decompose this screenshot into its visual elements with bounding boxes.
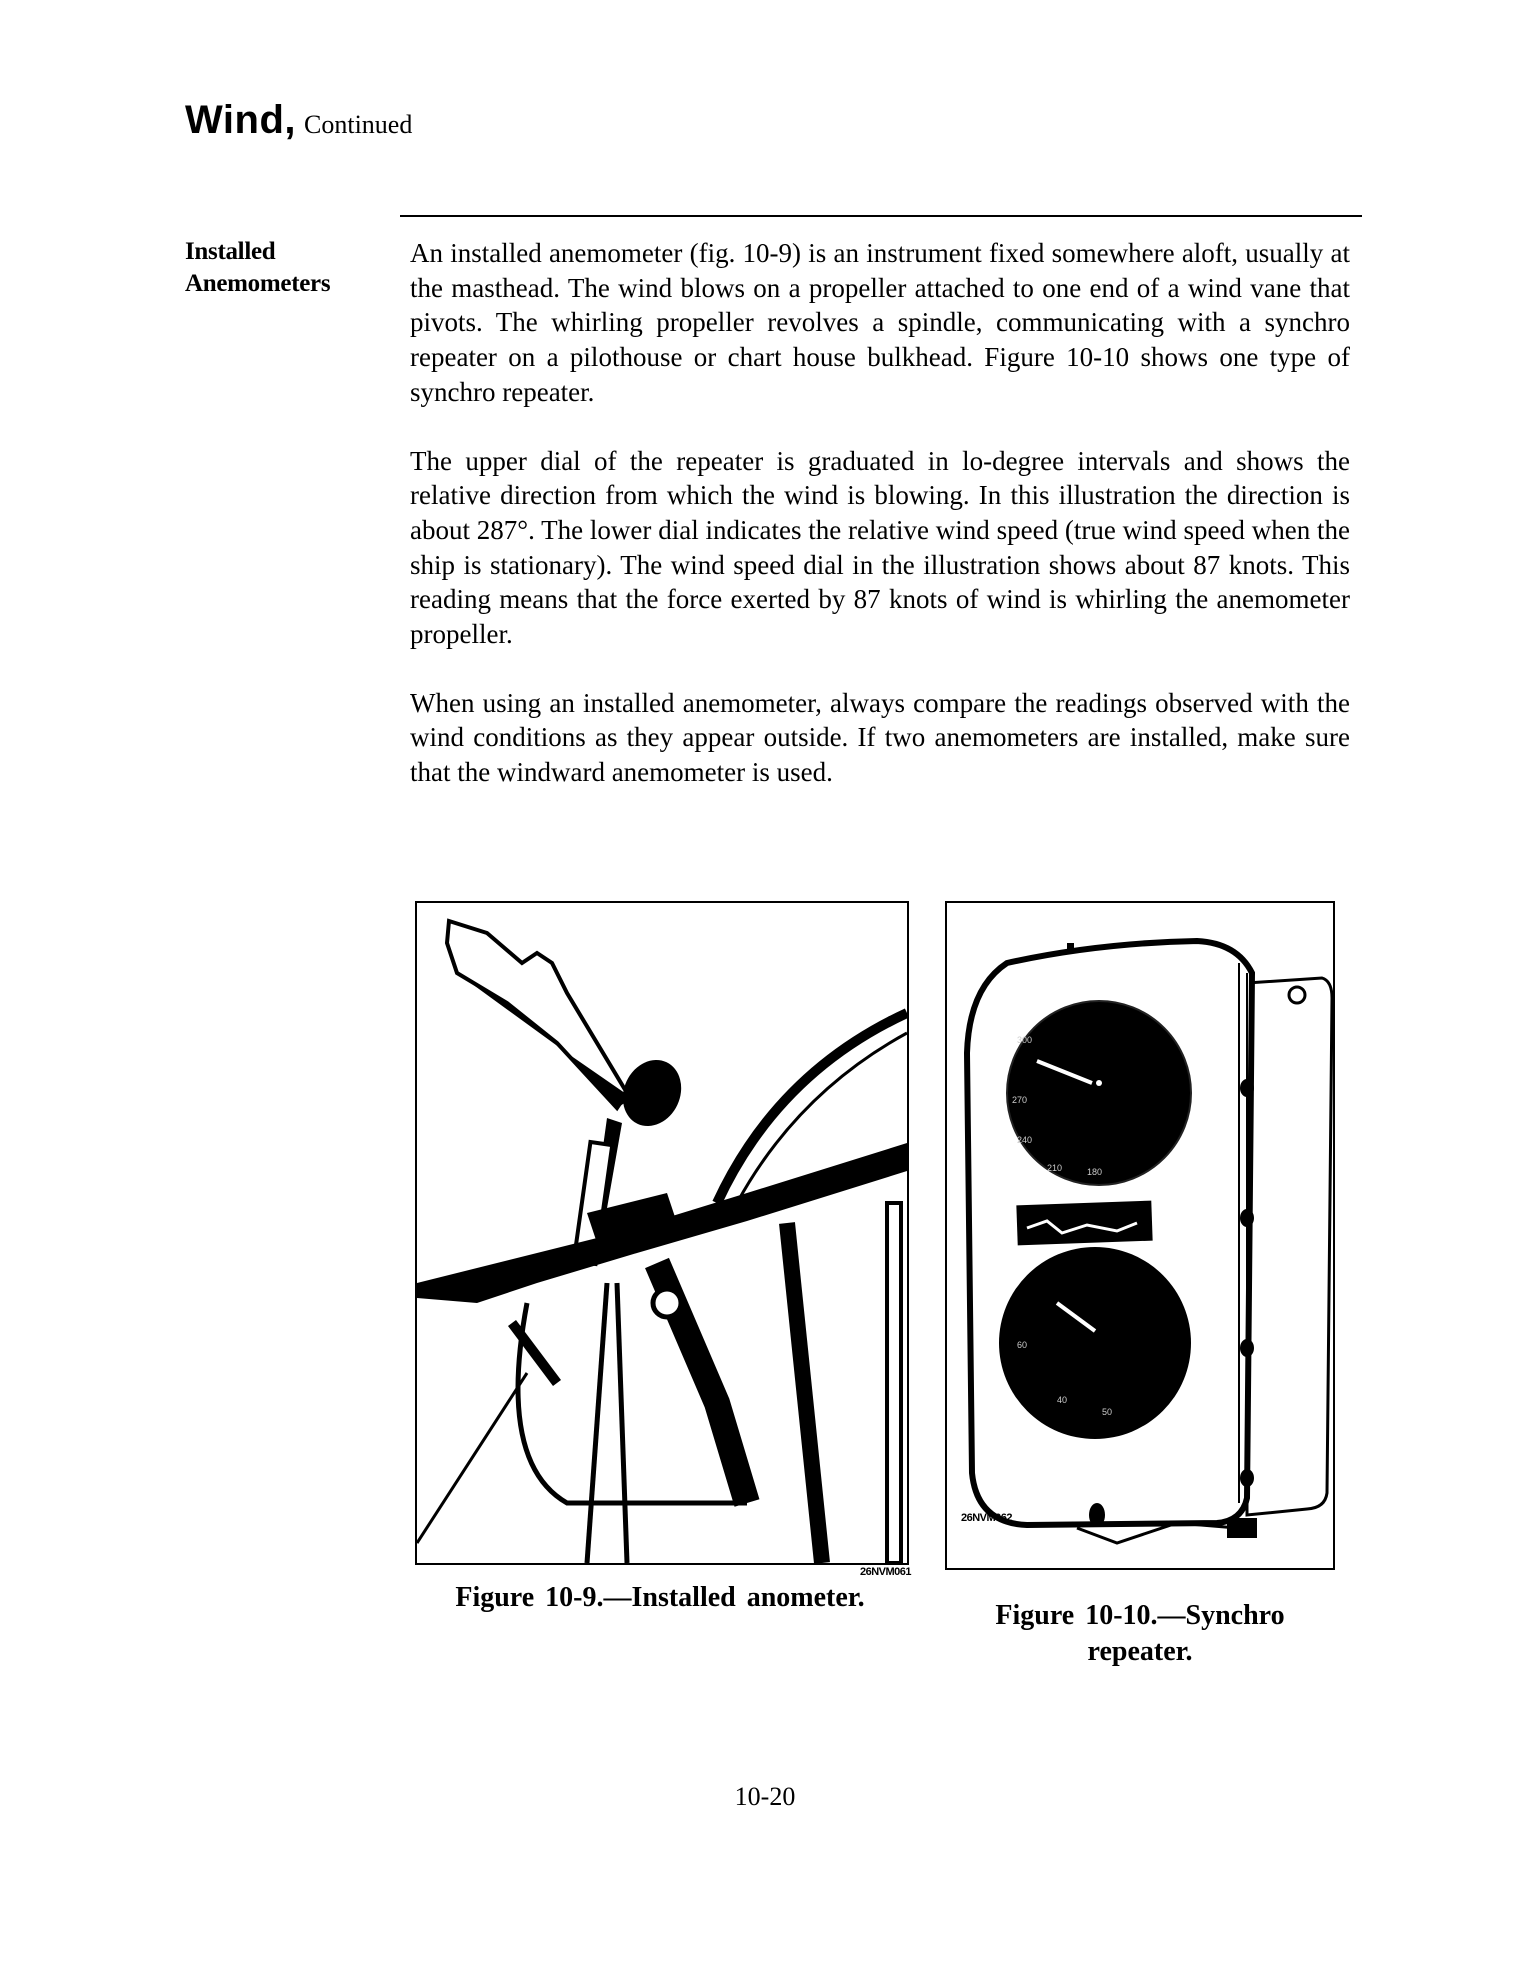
section-divider [400, 215, 1362, 217]
svg-text:180: 180 [1087, 1167, 1103, 1177]
page-title: Wind, [185, 98, 296, 142]
svg-text:40: 40 [1057, 1395, 1068, 1405]
section-label-line1: Installed [185, 238, 276, 265]
section-label-line2: Anemometers [185, 270, 331, 297]
section-label [185, 236, 330, 300]
figure-10-10 [945, 901, 1335, 1570]
figure-caption: Figure 10-9.—Installed anometer. [455, 1582, 865, 1613]
figure-code: 26NVM061 [860, 1566, 912, 1578]
dial-label: 300 [1017, 1035, 1033, 1045]
svg-text:210: 210 [1047, 1163, 1063, 1173]
svg-text:60: 60 [1017, 1340, 1028, 1350]
section-body [410, 236, 1350, 824]
figure-caption: Figure 10-10.—Synchro repeater. [995, 1600, 1285, 1667]
page-subtitle: Continued [304, 110, 413, 139]
paragraph: When using an installed anemometer, always compare the readings observed with the wind conditions as they appear outside. If two anemometers are installed, make sure that the windward anemometer is used. [410, 687, 1350, 788]
svg-text:270: 270 [1012, 1095, 1028, 1105]
figure-10-9 [415, 901, 909, 1565]
page-number: 10-20 [734, 1782, 796, 1811]
synchro-repeater-illustration-icon [947, 903, 1333, 1568]
svg-text:240: 240 [1017, 1135, 1033, 1145]
anemometer-illustration-icon [417, 903, 907, 1563]
paragraph: An installed anemometer (fig. 10-9) is an instrument fixed somewhere aloft, usually at the masthead. The wind blows on a propeller attached to one end of a wind vane that pivots. The whirling propeller revolves a spindle, communicating with a synchro repeater on a pilothouse or chart house bulkhead. Figure 10-10 shows one type of synchro repeater. [410, 238, 1350, 407]
figure-code: 26NVM062 [961, 1512, 1013, 1524]
svg-text:50: 50 [1102, 1407, 1113, 1417]
paragraph: The upper dial of the repeater is graduated in lo-degree intervals and shows the relative direction from which the wind is blowing. In this illustration the direction is about 287°. The lower dial indicates the relative wind speed (true wind speed when the ship is stationary). The wind speed dial in the illustration shows about 87 knots. This reading means that the force exerted by 87 knots of wind is whirling the anemometer propeller. [410, 445, 1350, 650]
page-heading [185, 98, 412, 143]
